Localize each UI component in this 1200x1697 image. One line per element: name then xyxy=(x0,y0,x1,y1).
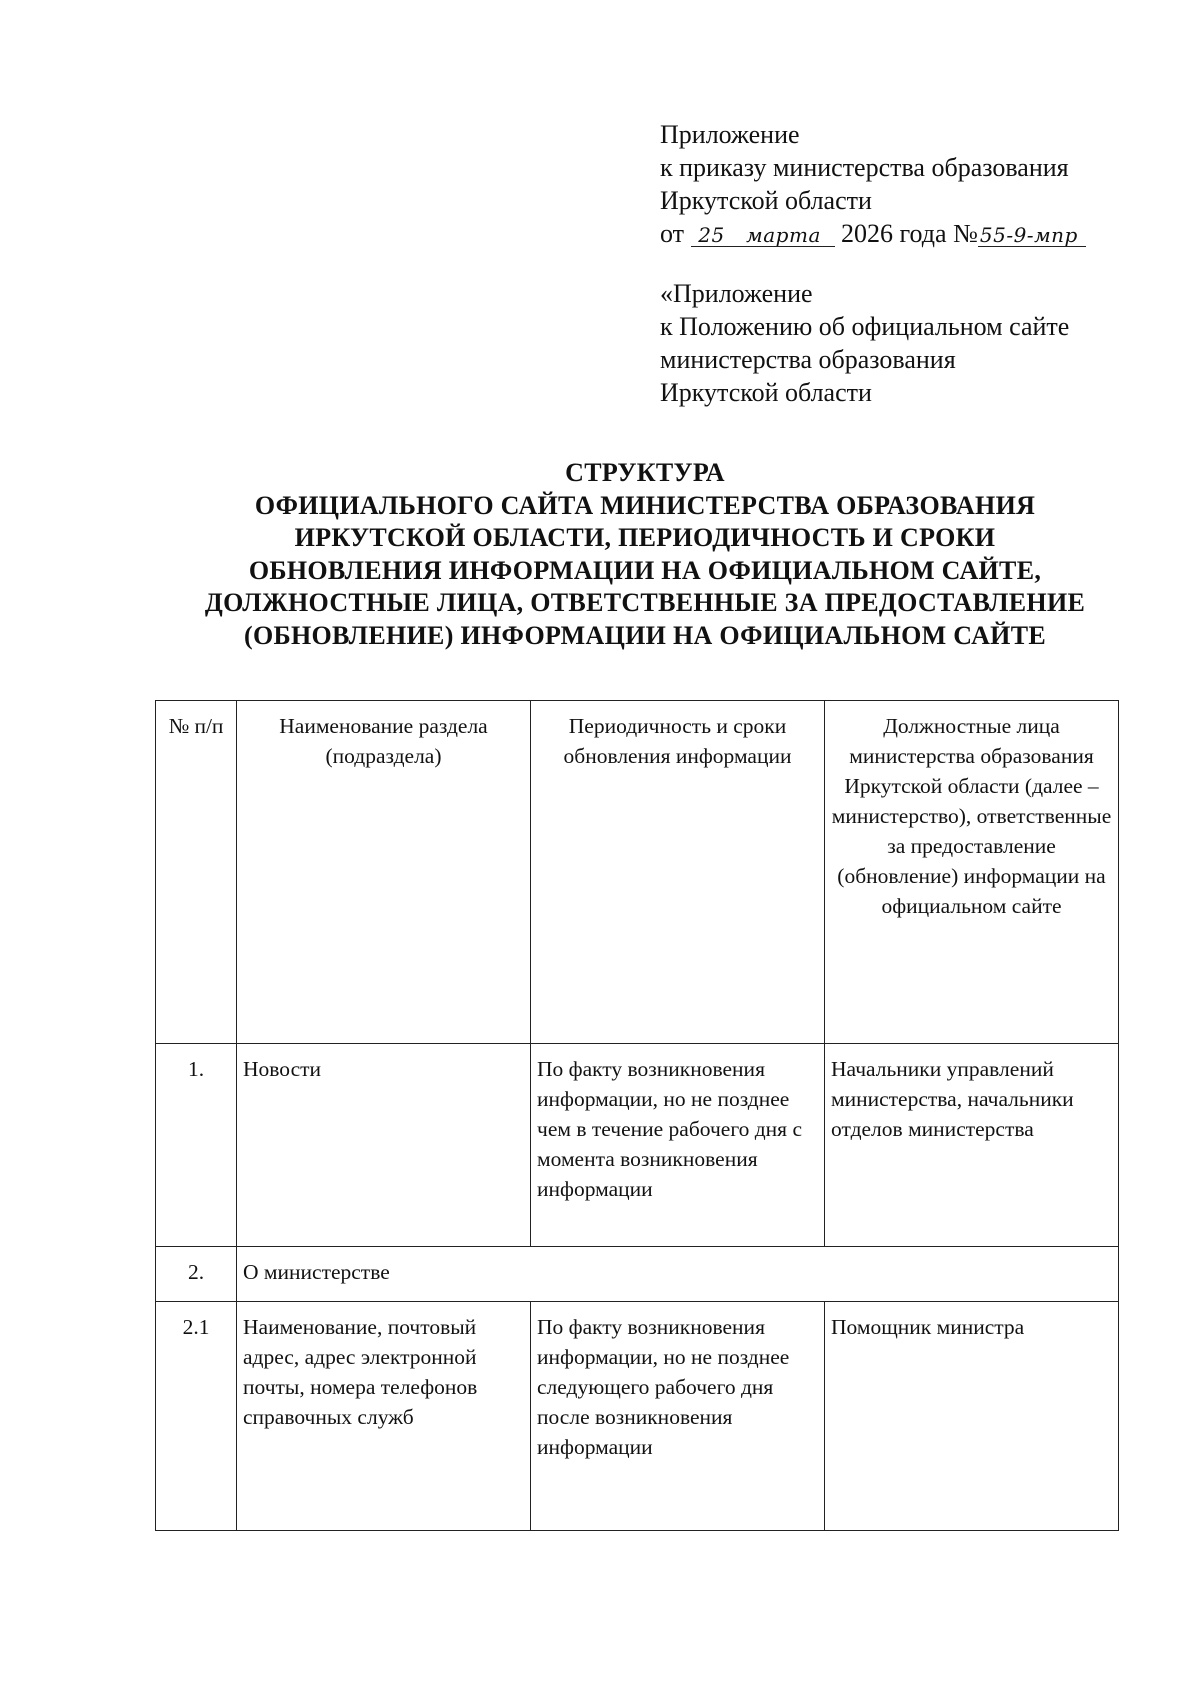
table-row xyxy=(156,1247,1119,1302)
title-line: СТРУКТУРА xyxy=(565,458,725,487)
date-prefix: от xyxy=(660,219,685,248)
header-name: Наименование раздела (подраздела) xyxy=(237,701,531,1044)
row-period: По факту возникновения информации, но не позднее следующего рабочего дня после возникновения информации xyxy=(531,1302,825,1531)
table-row xyxy=(156,1044,1119,1247)
header-num: № п/п xyxy=(156,701,237,1044)
title-line: ДОЛЖНОСТНЫЕ ЛИЦА, ОТВЕТСТВЕННЫЕ ЗА ПРЕДОСТАВЛЕНИЕ xyxy=(204,588,1086,617)
appendix-date-line xyxy=(660,217,1180,250)
row-section-name: О министерстве xyxy=(237,1247,1119,1302)
appendix2-ministry: министерства образования xyxy=(660,345,956,374)
row-name: Наименование, почтовый адрес, адрес электронной почты, номера телефонов справочных служб xyxy=(237,1302,531,1531)
date-year: 2026 года № xyxy=(841,219,978,248)
structure-table xyxy=(155,700,1119,1531)
appendix-region: Иркутской области xyxy=(660,186,872,215)
handwritten-day: 25 xyxy=(691,224,733,247)
handwritten-order-number: 55-9-мпр xyxy=(978,224,1086,247)
row-name: Новости xyxy=(237,1044,531,1247)
row-num: 2. xyxy=(156,1247,237,1302)
appendix-reference xyxy=(660,118,1180,409)
header-responsible: Должностные лица министерства образования Иркутской области (далее – министерство), ответственные за предоставление (обновление) информации на официальном сайте xyxy=(825,701,1119,1044)
row-responsible: Начальники управлений министерства, начальники отделов министерства xyxy=(825,1044,1119,1247)
appendix-label: Приложение xyxy=(660,120,800,149)
appendix2-label: «Приложение xyxy=(660,279,813,308)
row-num: 1. xyxy=(156,1044,237,1247)
appendix2-ref: к Положению об официальном сайте xyxy=(660,312,1070,341)
title-line: ИРКУТСКОЙ ОБЛАСТИ, ПЕРИОДИЧНОСТЬ И СРОКИ xyxy=(294,523,996,552)
table-row xyxy=(156,1302,1119,1531)
appendix-order-ref: к приказу министерства образования xyxy=(660,153,1069,182)
title-line: (ОБНОВЛЕНИЕ) ИНФОРМАЦИИ НА ОФИЦИАЛЬНОМ САЙТЕ xyxy=(244,620,1046,650)
header-period: Периодичность и сроки обновления информации xyxy=(531,701,825,1044)
row-period: По факту возникновения информации, но не позднее чем в течение рабочего дня с момента возникновения информации xyxy=(531,1044,825,1247)
row-responsible: Помощник министра xyxy=(825,1302,1119,1531)
handwritten-month: марта xyxy=(733,224,835,247)
document-title xyxy=(150,457,1140,652)
title-line: ОБНОВЛЕНИЯ ИНФОРМАЦИИ НА ОФИЦИАЛЬНОМ САЙТЕ, xyxy=(248,555,1042,585)
table-header-row xyxy=(156,701,1119,1044)
row-num: 2.1 xyxy=(156,1302,237,1531)
title-line: ОФИЦИАЛЬНОГО САЙТА МИНИСТЕРСТВА ОБРАЗОВАНИЯ xyxy=(254,490,1036,520)
appendix2-region: Иркутской области xyxy=(660,378,872,407)
